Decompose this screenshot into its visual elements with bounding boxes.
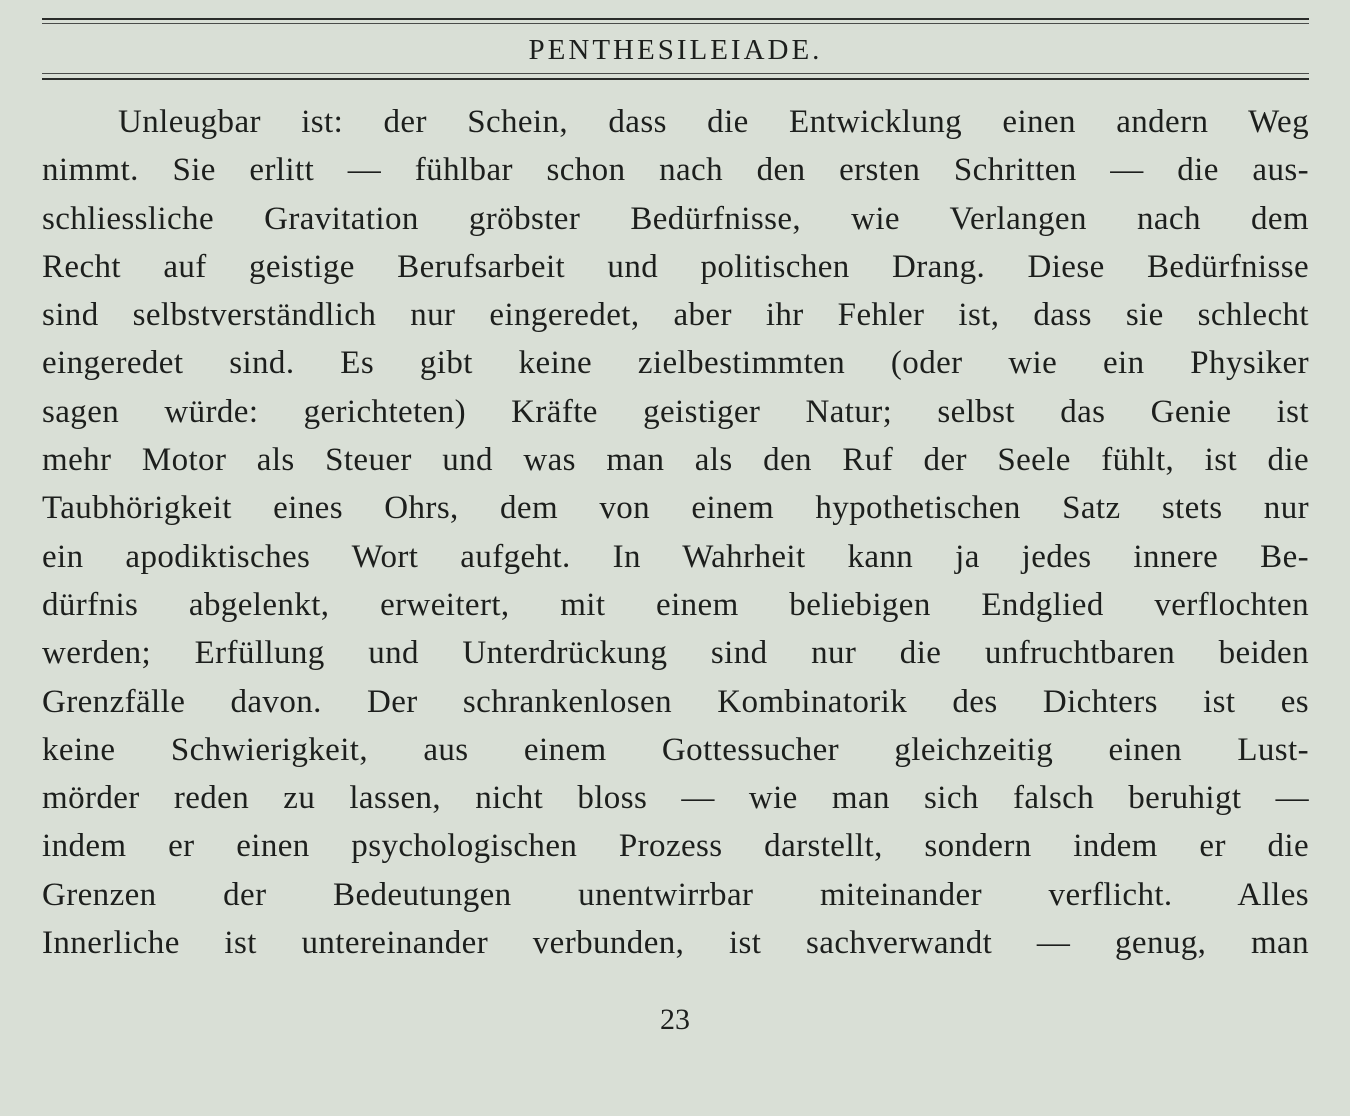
text-line: Grenzfälle davon. Der schrankenlosen Kombinatorik des Dichters ist es (42, 683, 1309, 720)
text-line: eingeredet sind. Es gibt keine zielbestimmten (oder wie ein Physiker (42, 345, 1309, 382)
text-line: sagen würde: gerichteten) Kräfte geistiger Natur; selbst das Genie ist (42, 393, 1309, 430)
text-line: dürfnis abgelenkt, erweitert, mit einem beliebigen Endglied verflochten (42, 586, 1309, 623)
header-rule-bottom (42, 78, 1309, 80)
text-line: Unleugbar ist: der Schein, dass die Entwicklung einen andern Weg (118, 104, 1309, 140)
text-line: werden; Erfüllung und Unterdrückung sind nur die unfruchtbaren beiden (42, 635, 1309, 672)
body-text (42, 98, 1309, 967)
header-rule-top (42, 18, 1309, 20)
header-rule-top-thin (42, 23, 1309, 24)
text-line: indem er einen psychologischen Prozess darstellt, sondern indem er die (42, 828, 1309, 865)
running-head: PENTHESILEIADE. (528, 34, 823, 66)
text-line: Innerliche ist untereinander verbunden, ist sachverwandt — genug, man (42, 925, 1309, 962)
text-line: Taubhörigkeit eines Ohrs, dem von einem hypothetischen Satz stets nur (42, 490, 1309, 527)
text-line: mehr Motor als Steuer und was man als den Ruf der Seele fühlt, ist die (42, 442, 1309, 479)
page-number: 23 (660, 1003, 690, 1036)
text-line: nimmt. Sie erlitt — fühlbar schon nach den ersten Schritten — die aus- (42, 152, 1309, 189)
header-rule-bottom-thin (42, 73, 1309, 74)
text-line: keine Schwierigkeit, aus einem Gottessucher gleichzeitig einen Lust- (42, 731, 1309, 768)
text-line: Grenzen der Bedeutungen unentwirrbar miteinander verflicht. Alles (42, 876, 1309, 913)
text-line: schliessliche Gravitation gröbster Bedürfnisse, wie Verlangen nach dem (42, 200, 1309, 237)
text-line: Recht auf geistige Berufsarbeit und politischen Drang. Diese Bedürfnisse (42, 248, 1309, 285)
text-line: ein apodiktisches Wort aufgeht. In Wahrheit kann ja jedes innere Be- (42, 538, 1309, 575)
text-line: sind selbstverständlich nur eingeredet, aber ihr Fehler ist, dass sie schlecht (42, 297, 1309, 334)
text-line: mörder reden zu lassen, nicht bloss — wie man sich falsch beruhigt — (42, 780, 1309, 817)
